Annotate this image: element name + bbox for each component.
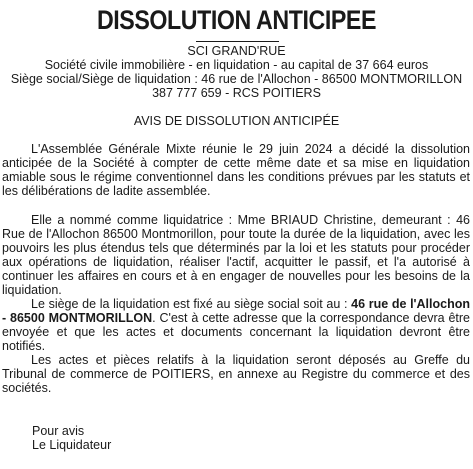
notice-headline: DISSOLUTION ANTICIPEE xyxy=(96,5,377,35)
closing-liquidator: Le Liquidateur xyxy=(32,438,112,452)
seat-text-after: . C'est à cette adresse que la correspondance devra être envoyée et que les actes et documents concernant la liquidation devront être notifiés. xyxy=(2,311,470,354)
headline-divider xyxy=(196,41,279,42)
company-form-capital: Société civile immobilière - en liquidation - au capital de 37 664 euros xyxy=(44,58,429,72)
company-seat: Siège social/Siège de liquidation : 46 rue de l'Allochon - 86500 MONTMORILLON xyxy=(10,72,463,86)
company-name: SCI GRAND'RUE xyxy=(187,44,286,58)
closing-pour-avis: Pour avis xyxy=(32,424,85,438)
paragraph-dissolution: L'Assemblée Générale Mixte réunie le 29 juin 2024 a décidé la dissolution anticipée de la Société à compter de cette même date et sa mise en liquidation amiable sous le régime conventionnel dans les conditions prévues par les statuts et les délibérations de ladite assemblée. xyxy=(2,142,470,199)
paragraph-liquidator-appointment: Elle a nommé comme liquidatrice : Mme BRIAUD Christine, demeurant : 46 Rue de l'Allochon 86500 Montmorillon, pour toute la durée de la liquidation, avec les pouvoirs les plus étendus tels que déterminés par la loi et les statuts pour procéder aux opérations de liquidation, réaliser l'actif, acquitter le passif, et l'a autorisé à continuer les affaires en cours et à en engager de nouvelles pour les besoins de la liquidation. xyxy=(2,213,470,298)
seat-address-bold: 46 rue de l'Allochon - 86500 MONTMORILLON xyxy=(2,297,470,326)
notice-title: AVIS DE DISSOLUTION ANTICIPÉE xyxy=(133,114,340,128)
paragraph-liquidation-seat xyxy=(2,297,470,353)
company-registration: 387 777 659 - RCS POITIERS xyxy=(152,86,321,100)
seat-text-before: Le siège de la liquidation est fixé au siège social soit au : xyxy=(31,297,352,311)
paragraph-filing: Les actes et pièces relatifs à la liquidation seront déposés au Greffe du Tribunal de commerce de POITIERS, en annexe au Registre du commerce et des sociétés. xyxy=(2,353,470,396)
